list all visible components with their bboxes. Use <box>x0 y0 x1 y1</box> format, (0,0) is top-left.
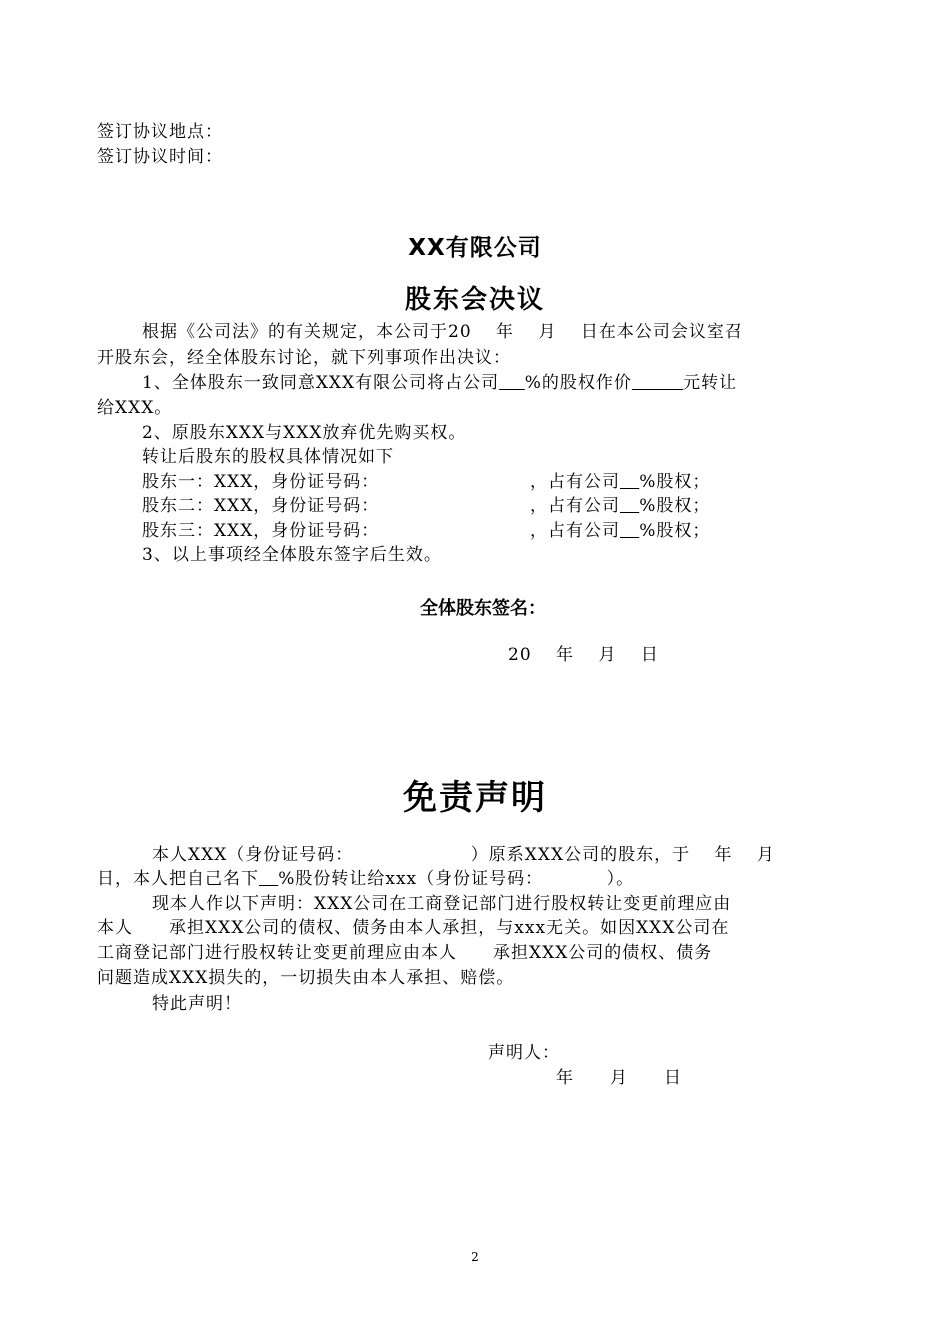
item-1-line-1 <box>142 371 737 395</box>
share-suffix: %股权； <box>639 472 711 492</box>
shareholder-row-2 <box>142 494 711 518</box>
shareholder-share <box>530 470 710 494</box>
disclaimer-p2-line-3: 工商登记部门进行股权转让变更前理应由本人 承担XXX公司的债权、债务 <box>97 943 713 963</box>
share-suffix: %股权； <box>639 496 711 516</box>
shareholder-label: 股东三：XXX，身份证号码： <box>142 521 380 541</box>
disclaimer-p1-line-1: 本人XXX（身份证号码： ）原系XXX公司的股东，于 年 月 <box>152 845 775 865</box>
share-blank <box>620 496 639 516</box>
item-1-text-c: 元转让 <box>683 373 738 393</box>
shareholder-label: 股东一：XXX，身份证号码： <box>142 472 380 492</box>
agreement-time-label: 签订协议时间： <box>97 147 223 167</box>
shareholder-share <box>530 494 710 518</box>
resolution-date-line: 20 年 月 日 <box>508 645 659 665</box>
share-text: ，占有公司 <box>530 496 620 516</box>
all-shareholders-signature-label: 全体股东签名： <box>420 598 546 619</box>
shareholder-row-1 <box>142 470 711 494</box>
share-blank <box>620 521 639 541</box>
disclaimer-p1-line-2 <box>97 867 634 891</box>
shareholder-share <box>530 519 710 543</box>
share-text: ，占有公司 <box>530 472 620 492</box>
disclaimer-closing: 特此声明！ <box>152 994 242 1014</box>
share-blank <box>620 472 639 492</box>
shareholder-row-3 <box>142 519 711 543</box>
disclaimer-date-line: 年 月 日 <box>556 1068 682 1088</box>
company-title: XX有限公司 <box>408 235 542 261</box>
share-suffix: %股权； <box>639 521 711 541</box>
item-1-line-2: 给XXX。 <box>97 398 173 418</box>
after-transfer-text: 转让后股东的股权具体情况如下 <box>142 447 394 467</box>
item-1-blank-price <box>632 373 683 393</box>
resolution-title: 股东会决议 <box>404 285 545 315</box>
item-3: 3、以上事项经全体股东签字后生效。 <box>142 545 442 565</box>
p1-blank-percent <box>259 869 278 889</box>
disclaimer-p2-line-4: 问题造成XXX损失的，一切损失由本人承担、赔偿。 <box>97 968 515 988</box>
agreement-location-label: 签订协议地点： <box>97 122 223 142</box>
disclaimer-p2-line-1: 现本人作以下声明：XXX公司在工商登记部门进行股权转让变更前理应由 <box>152 894 732 914</box>
p1-text-a: 日，本人把自己名下 <box>97 869 259 889</box>
shareholder-label: 股东二：XXX，身份证号码： <box>142 496 380 516</box>
intro-line-2: 开股东会，经全体股东讨论，就下列事项作出决议： <box>97 348 511 368</box>
p1-text-b: %股份转让给xxx（身份证号码： ）。 <box>278 869 635 889</box>
disclaimer-title: 免责声明 <box>403 778 547 818</box>
intro-line-1: 根据《公司法》的有关规定，本公司于20 年 月 日在本公司会议室召 <box>142 322 743 342</box>
item-2: 2、原股东XXX与XXX放弃优先购买权。 <box>142 423 467 443</box>
declarant-label: 声明人： <box>488 1043 560 1063</box>
share-text: ，占有公司 <box>530 521 620 541</box>
item-1-blank-percent <box>499 373 525 393</box>
item-1-text-a: 1、全体股东一致同意XXX有限公司将占公司 <box>142 373 500 393</box>
disclaimer-p2-line-2: 本人 承担XXX公司的债权、债务由本人承担，与xxx无关。如因XXX公司在 <box>97 918 730 938</box>
page-number: 2 <box>471 1250 479 1264</box>
item-1-text-b: %的股权作价 <box>524 373 632 393</box>
